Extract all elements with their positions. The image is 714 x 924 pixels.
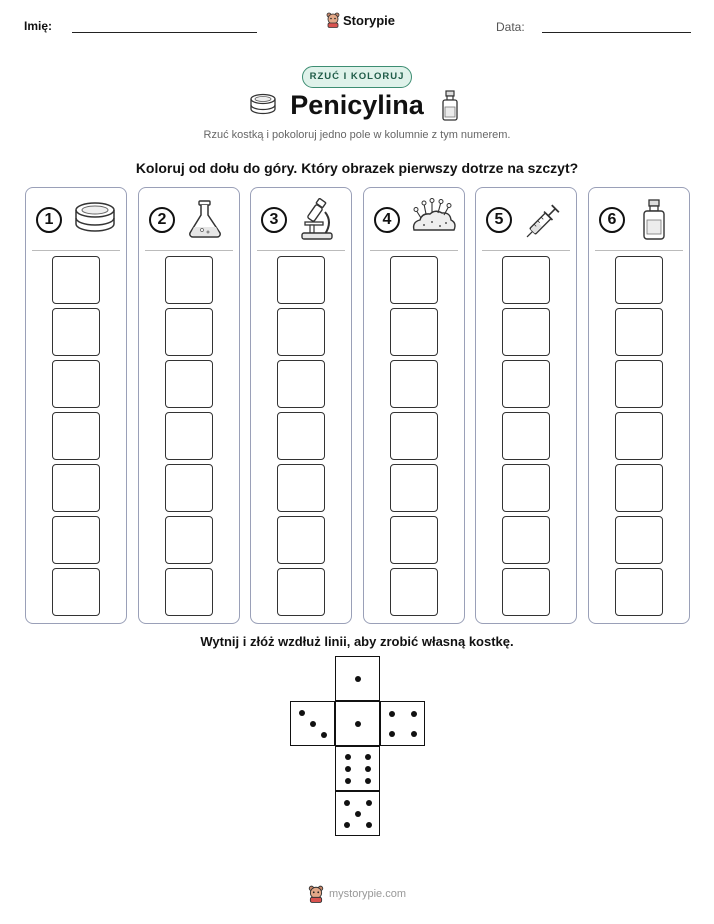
color-cell[interactable] bbox=[390, 360, 438, 408]
color-cell[interactable] bbox=[277, 256, 325, 304]
die-pip bbox=[365, 766, 371, 772]
die-pip bbox=[299, 710, 305, 716]
die-pip bbox=[411, 731, 417, 737]
bear-mascot-icon bbox=[326, 12, 340, 28]
flask-icon bbox=[185, 198, 225, 240]
column-number: 6 bbox=[599, 207, 625, 233]
die-pip bbox=[365, 778, 371, 784]
date-line[interactable] bbox=[542, 32, 691, 33]
footer bbox=[308, 885, 406, 903]
die-face-last bbox=[335, 791, 380, 836]
color-cell[interactable] bbox=[390, 256, 438, 304]
die-face-center bbox=[335, 701, 380, 746]
color-cell[interactable] bbox=[52, 516, 100, 564]
color-cell[interactable] bbox=[502, 308, 550, 356]
mold-icon bbox=[410, 198, 458, 238]
column-5 bbox=[475, 187, 577, 624]
die-pip bbox=[345, 778, 351, 784]
color-cell[interactable] bbox=[615, 412, 663, 460]
date-label: Data: bbox=[496, 20, 525, 34]
brand-logo bbox=[326, 12, 395, 28]
color-cell[interactable] bbox=[165, 464, 213, 512]
color-cell[interactable] bbox=[390, 308, 438, 356]
color-cell[interactable] bbox=[390, 568, 438, 616]
die-pip bbox=[411, 711, 417, 717]
color-cell[interactable] bbox=[502, 256, 550, 304]
color-cell[interactable] bbox=[390, 412, 438, 460]
petri-dish-icon bbox=[72, 198, 118, 238]
color-cell[interactable] bbox=[615, 308, 663, 356]
die-pip bbox=[344, 822, 350, 828]
column-number: 4 bbox=[374, 207, 400, 233]
color-cell[interactable] bbox=[277, 568, 325, 616]
die-pip bbox=[355, 811, 361, 817]
color-cell[interactable] bbox=[52, 360, 100, 408]
syringe-icon bbox=[522, 198, 566, 242]
microscope-icon bbox=[297, 198, 339, 242]
die-pip bbox=[389, 731, 395, 737]
column-divider bbox=[482, 250, 570, 251]
page-title: Penicylina bbox=[290, 90, 424, 120]
footer-url[interactable]: mystorypie.com bbox=[329, 888, 407, 900]
column-divider bbox=[32, 250, 120, 251]
color-cell[interactable] bbox=[502, 464, 550, 512]
color-cell[interactable] bbox=[52, 464, 100, 512]
color-cell[interactable] bbox=[615, 256, 663, 304]
color-cell[interactable] bbox=[390, 516, 438, 564]
column-6 bbox=[588, 187, 690, 624]
column-divider bbox=[257, 250, 345, 251]
die-face-top bbox=[335, 656, 380, 701]
die-face-left bbox=[290, 701, 335, 746]
name-line[interactable] bbox=[72, 32, 257, 33]
color-cell[interactable] bbox=[390, 464, 438, 512]
subtitle: Rzuć kostką i pokoloruj jedno pole w kolumnie z tym numerem. bbox=[203, 129, 511, 141]
color-cell[interactable] bbox=[277, 516, 325, 564]
die-face-right bbox=[380, 701, 425, 746]
name-label: Imię: bbox=[24, 19, 53, 33]
color-cell[interactable] bbox=[52, 568, 100, 616]
color-cell[interactable] bbox=[615, 360, 663, 408]
color-cell[interactable] bbox=[277, 360, 325, 408]
vial-icon bbox=[440, 90, 460, 122]
color-cell[interactable] bbox=[615, 464, 663, 512]
color-cell[interactable] bbox=[615, 516, 663, 564]
color-cell[interactable] bbox=[615, 568, 663, 616]
column-number: 2 bbox=[149, 207, 175, 233]
color-cell[interactable] bbox=[52, 412, 100, 460]
color-cell[interactable] bbox=[277, 412, 325, 460]
column-number: 3 bbox=[261, 207, 287, 233]
die-pip bbox=[389, 711, 395, 717]
color-cell[interactable] bbox=[165, 516, 213, 564]
color-cell[interactable] bbox=[277, 308, 325, 356]
column-number: 5 bbox=[486, 207, 512, 233]
color-cell[interactable] bbox=[502, 360, 550, 408]
die-pip bbox=[345, 766, 351, 772]
column-3 bbox=[250, 187, 352, 624]
die-face-bottom bbox=[335, 746, 380, 791]
color-cell[interactable] bbox=[165, 308, 213, 356]
vial-icon bbox=[641, 198, 667, 242]
color-cell[interactable] bbox=[165, 360, 213, 408]
color-cell[interactable] bbox=[502, 412, 550, 460]
die-pip bbox=[355, 676, 361, 682]
column-divider bbox=[145, 250, 233, 251]
column-1 bbox=[25, 187, 127, 624]
column-number: 1 bbox=[36, 207, 62, 233]
column-divider bbox=[370, 250, 458, 251]
column-4 bbox=[363, 187, 465, 624]
column-divider bbox=[595, 250, 683, 251]
color-cell[interactable] bbox=[277, 464, 325, 512]
die-pip bbox=[344, 800, 350, 806]
die-pip bbox=[365, 754, 371, 760]
color-cell[interactable] bbox=[165, 568, 213, 616]
die-pip bbox=[345, 754, 351, 760]
die-pip bbox=[366, 822, 372, 828]
die-pip bbox=[366, 800, 372, 806]
die-pip bbox=[321, 732, 327, 738]
instruction: Koloruj od dołu do góry. Który obrazek pierwszy dotrze na szczyt? bbox=[135, 160, 579, 176]
color-cell[interactable] bbox=[502, 568, 550, 616]
color-cell[interactable] bbox=[165, 412, 213, 460]
bear-mascot-icon bbox=[308, 885, 324, 903]
die-pip bbox=[310, 721, 316, 727]
color-cell[interactable] bbox=[52, 308, 100, 356]
column-2 bbox=[138, 187, 240, 624]
cut-instruction: Wytnij i złóż wzdłuż linii, aby zrobić własną kostkę. bbox=[200, 634, 514, 649]
die-pip bbox=[355, 721, 361, 727]
activity-tag: RZUĆ I KOLORUJ bbox=[302, 66, 412, 88]
color-cell[interactable] bbox=[165, 256, 213, 304]
brand-name: Storypie bbox=[343, 12, 396, 28]
color-cell[interactable] bbox=[502, 516, 550, 564]
color-cell[interactable] bbox=[52, 256, 100, 304]
